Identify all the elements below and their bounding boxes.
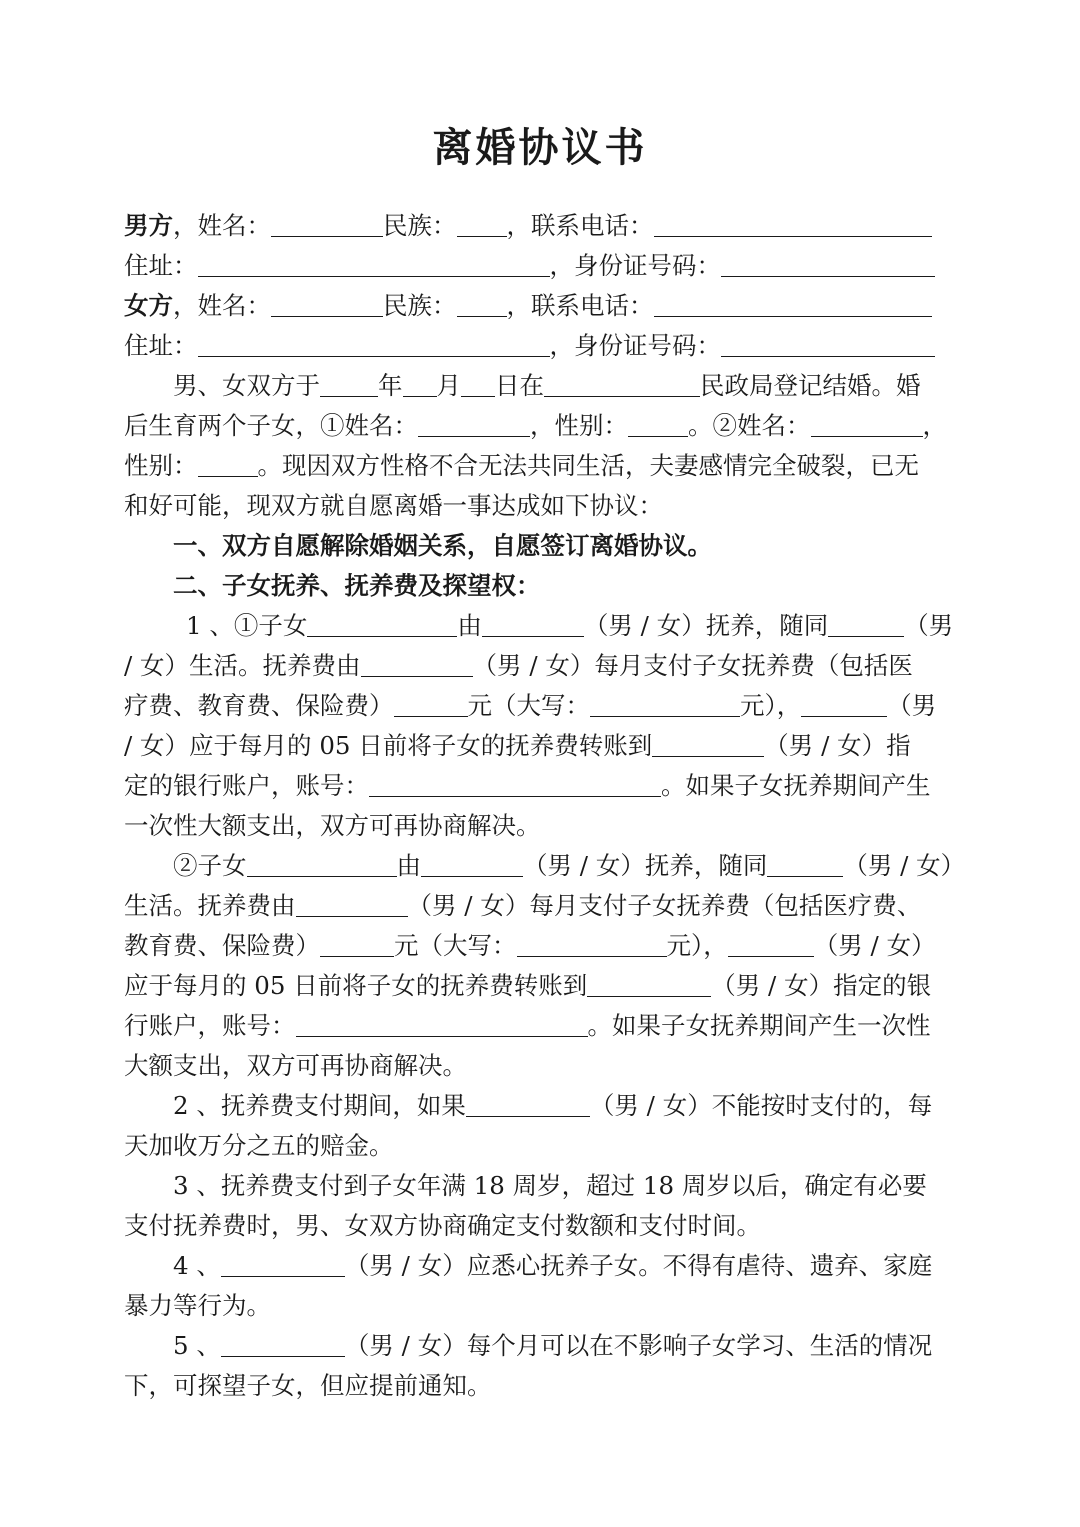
male-address-label: 住址： bbox=[124, 251, 198, 280]
male-ethnic-blank[interactable] bbox=[457, 212, 507, 237]
item5-number: 5 、 bbox=[173, 1331, 221, 1360]
item1-amount-blank[interactable] bbox=[394, 692, 468, 717]
item1b-fees-text: 教育费、保险费） bbox=[124, 931, 320, 960]
item1-line-5 bbox=[124, 766, 958, 806]
item1-transfer-text: / 女）应于每月的 05 日前将子女的抚养费转账到 bbox=[124, 731, 653, 760]
female-phone-blank[interactable] bbox=[654, 292, 932, 317]
female-id-blank[interactable] bbox=[721, 332, 935, 357]
item1b-yuan-text: 元）， bbox=[666, 931, 728, 960]
child1-gender-label: ，性别： bbox=[530, 411, 628, 440]
child1-gender-blank[interactable] bbox=[628, 412, 688, 437]
item1b-child-blank[interactable] bbox=[247, 852, 397, 877]
bureau-text: 民政局登记结婚。婚 bbox=[700, 371, 921, 400]
item1-account-label: 定的银行账户，账号： bbox=[124, 771, 369, 800]
item1b-by-label: 由 bbox=[396, 851, 421, 880]
female-id-label: ，身份证号码： bbox=[549, 331, 721, 360]
item1b-line-4 bbox=[124, 966, 958, 1006]
item1-line-1 bbox=[124, 606, 958, 646]
item1b-line-5 bbox=[124, 1006, 958, 1046]
day-label: 日在 bbox=[495, 371, 544, 400]
item1b-expense-text: 。如果子女抚养期间产生一次性 bbox=[587, 1011, 931, 1040]
item1-child-label: 1 、①子女 bbox=[186, 611, 308, 640]
item1b-transfer-text: 应于每月的 05 日前将子女的抚养费转账到 bbox=[124, 971, 588, 1000]
item2-payer-blank[interactable] bbox=[466, 1092, 590, 1117]
female-ethnic-label: 民族： bbox=[383, 291, 457, 320]
male-name-blank[interactable] bbox=[271, 212, 383, 237]
female-address-line bbox=[124, 326, 958, 366]
intro-conclusion-text: 和好可能，现双方就自愿离婚一事达成如下协议： bbox=[124, 491, 663, 520]
item1b-recipient-blank[interactable] bbox=[587, 972, 711, 997]
item1b-line-6: 大额支出，双方可再协商解决。 bbox=[124, 1051, 467, 1080]
item1b-live-with-blank[interactable] bbox=[767, 852, 843, 877]
item1b-gender-text: （男 / 女） bbox=[843, 851, 966, 880]
male-id-blank[interactable] bbox=[721, 252, 935, 277]
item5-line-2: 下，可探望子女，但应提前通知。 bbox=[124, 1371, 492, 1400]
item1b-custodian-blank[interactable] bbox=[421, 852, 523, 877]
item1-payer-label: / 女）生活。抚养费由 bbox=[124, 651, 361, 680]
item1b-child-label: ②子女 bbox=[173, 851, 247, 880]
item1-line-6: 一次性大额支出，双方可再协商解决。 bbox=[124, 811, 541, 840]
item1-child-blank[interactable] bbox=[307, 612, 457, 637]
item2-line-2: 天加收万分之五的赔金。 bbox=[124, 1131, 394, 1160]
child2-gender-blank[interactable] bbox=[198, 452, 258, 477]
item1-custodian-blank[interactable] bbox=[482, 612, 584, 637]
female-name-label: ，姓名： bbox=[173, 291, 271, 320]
intro-line-4 bbox=[124, 486, 958, 526]
female-name-blank[interactable] bbox=[271, 292, 383, 317]
intro-reason-text: 。现因双方性格不合无法共同生活，夫妻感情完全破裂，已无 bbox=[257, 451, 919, 480]
item1-payer-blank[interactable] bbox=[361, 652, 473, 677]
item1-gender-text-2: （男 bbox=[887, 691, 937, 720]
female-info-line bbox=[124, 286, 958, 326]
intro-line-3 bbox=[124, 446, 958, 486]
child2-name-blank[interactable] bbox=[811, 412, 923, 437]
item1-capital-label: 元（大写： bbox=[467, 691, 590, 720]
male-ethnic-label: 民族： bbox=[383, 211, 457, 240]
month-label: 月 bbox=[436, 371, 461, 400]
item1b-line-2 bbox=[124, 886, 958, 926]
item5-visitor-blank[interactable] bbox=[221, 1332, 345, 1357]
male-phone-blank[interactable] bbox=[654, 212, 932, 237]
item1-live-with-blank[interactable] bbox=[828, 612, 904, 637]
item1-capital-blank[interactable] bbox=[590, 692, 740, 717]
female-address-label: 住址： bbox=[124, 331, 198, 360]
item1-yuan-text: 元）， bbox=[740, 691, 802, 720]
document-title: 离婚协议书 bbox=[432, 124, 648, 171]
child1-name-label: 后生育两个子女，①姓名： bbox=[124, 411, 418, 440]
marriage-day-blank[interactable] bbox=[461, 372, 495, 397]
item1b-amount-blank[interactable] bbox=[320, 932, 394, 957]
item1-account-blank[interactable] bbox=[369, 772, 661, 797]
marriage-month-blank[interactable] bbox=[403, 372, 437, 397]
item1b-monthly-text: （男 / 女）每月支付子女抚养费（包括医疗费、 bbox=[407, 891, 922, 920]
female-phone-label: ，联系电话： bbox=[506, 291, 654, 320]
item1-fees-text: 疗费、教育费、保险费） bbox=[124, 691, 394, 720]
item1b-line-1 bbox=[124, 846, 966, 886]
agreement-body bbox=[124, 206, 966, 1406]
marriage-year-blank[interactable] bbox=[320, 372, 378, 397]
item1b-transferer-blank[interactable] bbox=[728, 932, 814, 957]
male-id-label: ，身份证号码： bbox=[549, 251, 721, 280]
child1-name-blank[interactable] bbox=[418, 412, 530, 437]
item1-monthly-text: （男 / 女）每月支付子女抚养费（包括医 bbox=[472, 651, 913, 680]
item4-custodian-blank[interactable] bbox=[221, 1252, 345, 1277]
item1-transferer-blank[interactable] bbox=[801, 692, 887, 717]
item2-text: 2 、抚养费支付期间，如果 bbox=[173, 1091, 466, 1120]
item3-line-1: 3 、抚养费支付到子女年满 18 周岁，超过 18 周岁以后，确定有必要 bbox=[173, 1171, 927, 1200]
item1b-capital-label: 元（大写： bbox=[394, 931, 517, 960]
male-info-line bbox=[124, 206, 958, 246]
child2-gender-label: 性别： bbox=[124, 451, 198, 480]
item3-line-2: 支付抚养费时，男、女双方协商确定支付数额和支付时间。 bbox=[124, 1211, 761, 1240]
male-label: 男方 bbox=[124, 211, 173, 240]
male-address-line bbox=[124, 246, 958, 286]
item1-line-4 bbox=[124, 726, 958, 766]
item1b-account-blank[interactable] bbox=[296, 1012, 588, 1037]
item5-line-1 bbox=[124, 1326, 958, 1366]
item5-text: （男 / 女）每个月可以在不影响子女学习、生活的情况 bbox=[344, 1331, 933, 1360]
item1-line-3 bbox=[124, 686, 958, 726]
year-label: 年 bbox=[378, 371, 403, 400]
item1b-account-label: 行账户，账号： bbox=[124, 1011, 296, 1040]
section-2-heading: 二、子女抚养、抚养费及探望权： bbox=[173, 571, 541, 600]
item1b-payer-label: 生活。抚养费由 bbox=[124, 891, 296, 920]
male-name-label: ，姓名： bbox=[173, 211, 271, 240]
section-1-heading: 一、双方自愿解除婚姻关系，自愿签订离婚协议。 bbox=[173, 531, 712, 560]
item1-designate-text: （男 / 女）指 bbox=[764, 731, 911, 760]
item1-expense-text: 。如果子女抚养期间产生 bbox=[661, 771, 931, 800]
civil-bureau-blank[interactable] bbox=[544, 372, 700, 397]
item4-line-2: 暴力等行为。 bbox=[124, 1291, 271, 1320]
comma-text: ， bbox=[922, 411, 947, 440]
item4-text: （男 / 女）应悉心抚养子女。不得有虐待、遗弃、家庭 bbox=[344, 1251, 933, 1280]
item1-recipient-blank[interactable] bbox=[652, 732, 764, 757]
item1b-line-3 bbox=[124, 926, 958, 966]
intro-line-2 bbox=[124, 406, 958, 446]
male-address-blank[interactable] bbox=[198, 252, 550, 277]
item1b-gender-text-2: （男 / 女） bbox=[813, 931, 936, 960]
item2-line-1 bbox=[124, 1086, 958, 1126]
item1-line-2 bbox=[124, 646, 958, 686]
item1-gender-text: （男 bbox=[904, 611, 954, 640]
male-phone-label: ，联系电话： bbox=[506, 211, 654, 240]
item1b-capital-blank[interactable] bbox=[517, 932, 667, 957]
female-label: 女方 bbox=[124, 291, 173, 320]
intro-text: 男、女双方于 bbox=[173, 371, 320, 400]
item1-by-label: 由 bbox=[457, 611, 482, 640]
item1-custody-text: （男 / 女）抚养，随同 bbox=[583, 611, 829, 640]
item1b-designate-text: （男 / 女）指定的银 bbox=[711, 971, 932, 1000]
item1b-custody-text: （男 / 女）抚养，随同 bbox=[523, 851, 768, 880]
intro-line-1 bbox=[124, 366, 958, 406]
item1b-payer-blank[interactable] bbox=[296, 892, 408, 917]
child2-name-label: 。②姓名： bbox=[688, 411, 811, 440]
item2-late-text: （男 / 女）不能按时支付的，每 bbox=[589, 1091, 933, 1120]
item4-line-1 bbox=[124, 1246, 958, 1286]
female-address-blank[interactable] bbox=[198, 332, 550, 357]
item4-number: 4 、 bbox=[173, 1251, 221, 1280]
female-ethnic-blank[interactable] bbox=[457, 292, 507, 317]
